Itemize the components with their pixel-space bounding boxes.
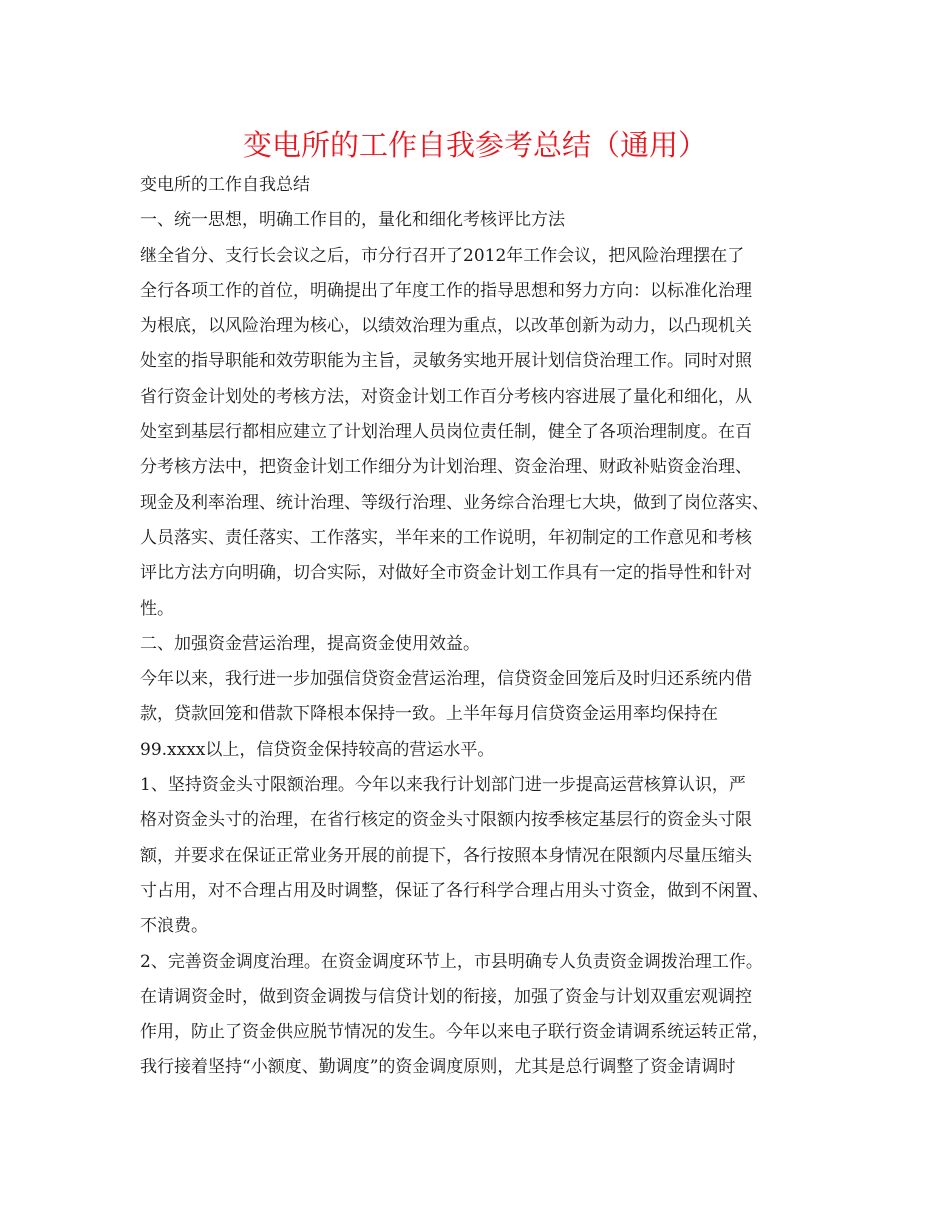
body-line: 2、完善资金调度治理。在资金调度环节上，市县明确专人负责资金调拨治理工作。 xyxy=(140,951,763,972)
body-line: 在请调资金时，做到资金调拨与信贷计划的衔接，加强了资金与计划双重宏观调控 xyxy=(140,986,752,1007)
body-line: 作用，防止了资金供应脱节情况的发生。今年以来电子联行资金请调系统运转正常， xyxy=(140,1022,769,1043)
body-line: 我行接着坚持“小额度、勤调度”的资金调度原则，尤其是总行调整了资金请调时 xyxy=(140,1057,736,1078)
body-line: 额，并要求在保证正常业务开展的前提下，各行按照本身情况在限额内尽量压缩头 xyxy=(140,845,752,866)
body-line: 评比方法方向明确，切合实际，对做好全市资金计划工作具有一定的指导性和针对 xyxy=(140,563,752,584)
body-line: 人员落实、责任落实、工作落实，半年来的工作说明，年初制定的工作意见和考核 xyxy=(140,527,752,548)
body-line: 1、坚持资金头寸限额治理。今年以来我行计划部门进一步提高运营核算认识，严 xyxy=(140,775,746,796)
body-line: 性。 xyxy=(140,598,174,619)
section-heading: 一、统一思想，明确工作目的，量化和细化考核评比方法 xyxy=(140,210,565,231)
body-line: 继全省分、支行长会议之后，市分行召开了2012年工作会议，把风险治理摆在了 xyxy=(140,245,745,266)
body-line: 今年以来，我行进一步加强信贷资金营运治理，信贷资金回笼后及时归还系统内借 xyxy=(140,669,752,690)
body-line: 格对资金头寸的治理，在省行核定的资金头寸限额内按季核定基层行的资金头寸限 xyxy=(140,810,752,831)
body-line: 分考核方法中，把资金计划工作细分为计划治理、资金治理、财政补贴资金治理、 xyxy=(140,457,752,478)
document-title: 变电所的工作自我参考总结（通用） xyxy=(242,128,707,162)
body-line: 款，贷款回笼和借款下降根本保持一致。上半年每月信贷资金运用率均保持在 xyxy=(140,704,718,725)
body-line: 省行资金计划处的考核方法，对资金计划工作百分考核内容进展了量化和细化，从 xyxy=(140,386,752,407)
body-line: 处室的指导职能和效劳职能为主旨，灵敏务实地开展计划信贷治理工作。同时对照 xyxy=(140,351,752,372)
body-line: 处室到基层行都相应建立了计划治理人员岗位责任制，健全了各项治理制度。在百 xyxy=(140,422,752,443)
body-line: 寸占用，对不合理占用及时调整，保证了各行科学合理占用头寸资金，做到不闲置、 xyxy=(140,880,769,901)
section-heading: 二、加强资金营运治理，提高资金使用效益。 xyxy=(140,633,480,654)
body-line: 全行各项工作的首位，明确提出了年度工作的指导思想和努力方向：以标准化治理 xyxy=(140,280,752,301)
body-line: 变电所的工作自我总结 xyxy=(140,175,310,195)
body-line: 现金及利率治理、统计治理、等级行治理、业务综合治理七大块，做到了岗位落实、 xyxy=(140,492,769,513)
body-line: 不浪费。 xyxy=(140,916,208,937)
document-body xyxy=(140,168,820,1086)
body-line: 99.xxxx以上，信贷资金保持较高的营运水平。 xyxy=(140,739,495,760)
body-line: 为根底，以风险治理为核心，以绩效治理为重点，以改革创新为动力，以凸现机关 xyxy=(140,316,752,337)
